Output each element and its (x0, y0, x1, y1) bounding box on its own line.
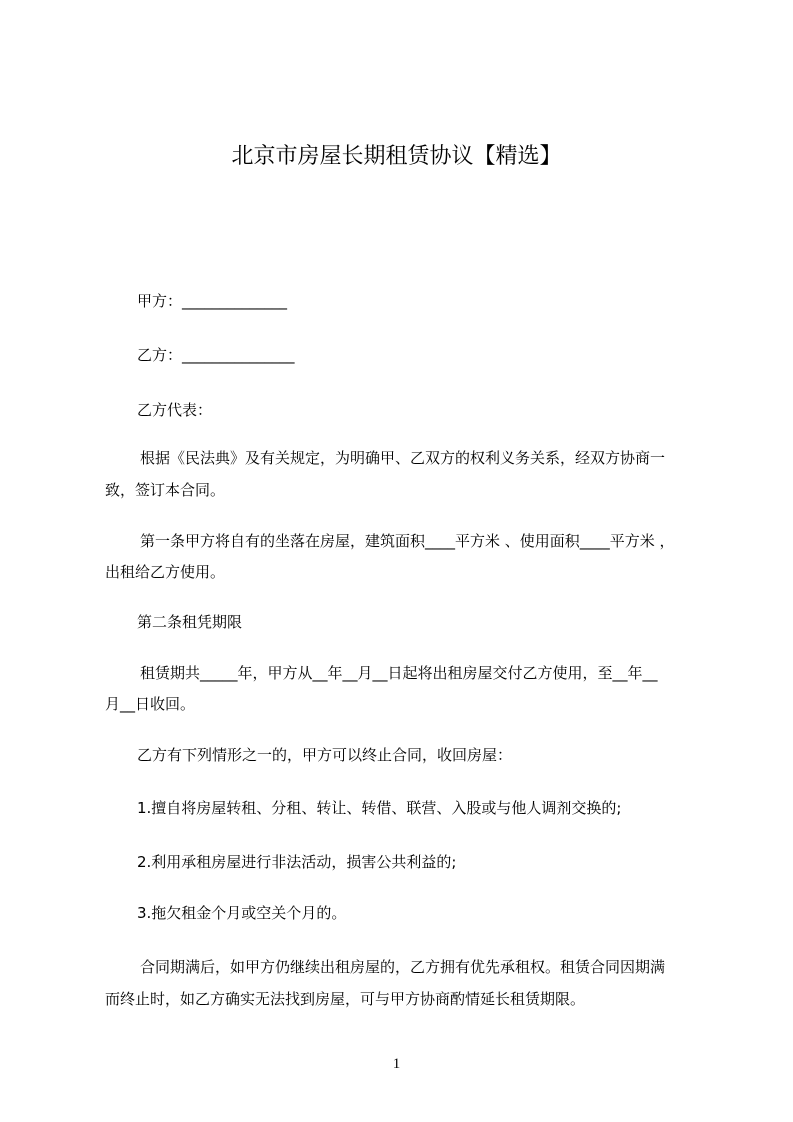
termination-item-3: 3.拖欠租金个月或空关个月的。 (137, 904, 347, 922)
lease-term-line-1: 租赁期共_____年，甲方从__年__月__日起将出租房屋交付乙方使用，至__年__ (140, 664, 658, 682)
party-b-field: 乙方：_______________ (137, 346, 295, 364)
renewal-line-2: 而终止时，如乙方确实无法找到房屋，可与甲方协商酌情延长租赁期限。 (105, 990, 586, 1008)
article1-line-2: 出租给乙方使用。 (105, 563, 226, 581)
party-a-field: 甲方：______________ (137, 292, 288, 310)
article2-heading: 第二条租凭期限 (137, 613, 243, 631)
termination-intro: 乙方有下列情形之一的，甲方可以终止合同，收回房屋： (137, 746, 513, 764)
renewal-line-1: 合同期满后，如甲方仍继续出租房屋的，乙方拥有优先承租权。租赁合同因期满 (140, 958, 666, 976)
basis-paragraph-line-2: 致，签订本合同。 (105, 481, 226, 499)
basis-paragraph-line-1: 根据《民法典》及有关规定，为明确甲、乙双方的权利义务关系，经双方协商一 (140, 449, 666, 467)
article1-line-1: 第一条甲方将自有的坐落在房屋，建筑面积____平方米 、使用面积____平方米 ， (140, 532, 675, 550)
document-title: 北京市房屋长期租赁协议【精选】 (231, 144, 562, 169)
page-number: 1 (392, 1056, 401, 1072)
party-b-representative: 乙方代表： (137, 401, 213, 419)
termination-item-2: 2.利用承租房屋进行非法活动，损害公共利益的; (137, 853, 457, 871)
termination-item-1: 1.擅自将房屋转租、分租、转让、转借、联营、入股或与他人调剂交换的; (137, 799, 622, 817)
lease-term-line-2: 月__日收回。 (105, 695, 196, 713)
